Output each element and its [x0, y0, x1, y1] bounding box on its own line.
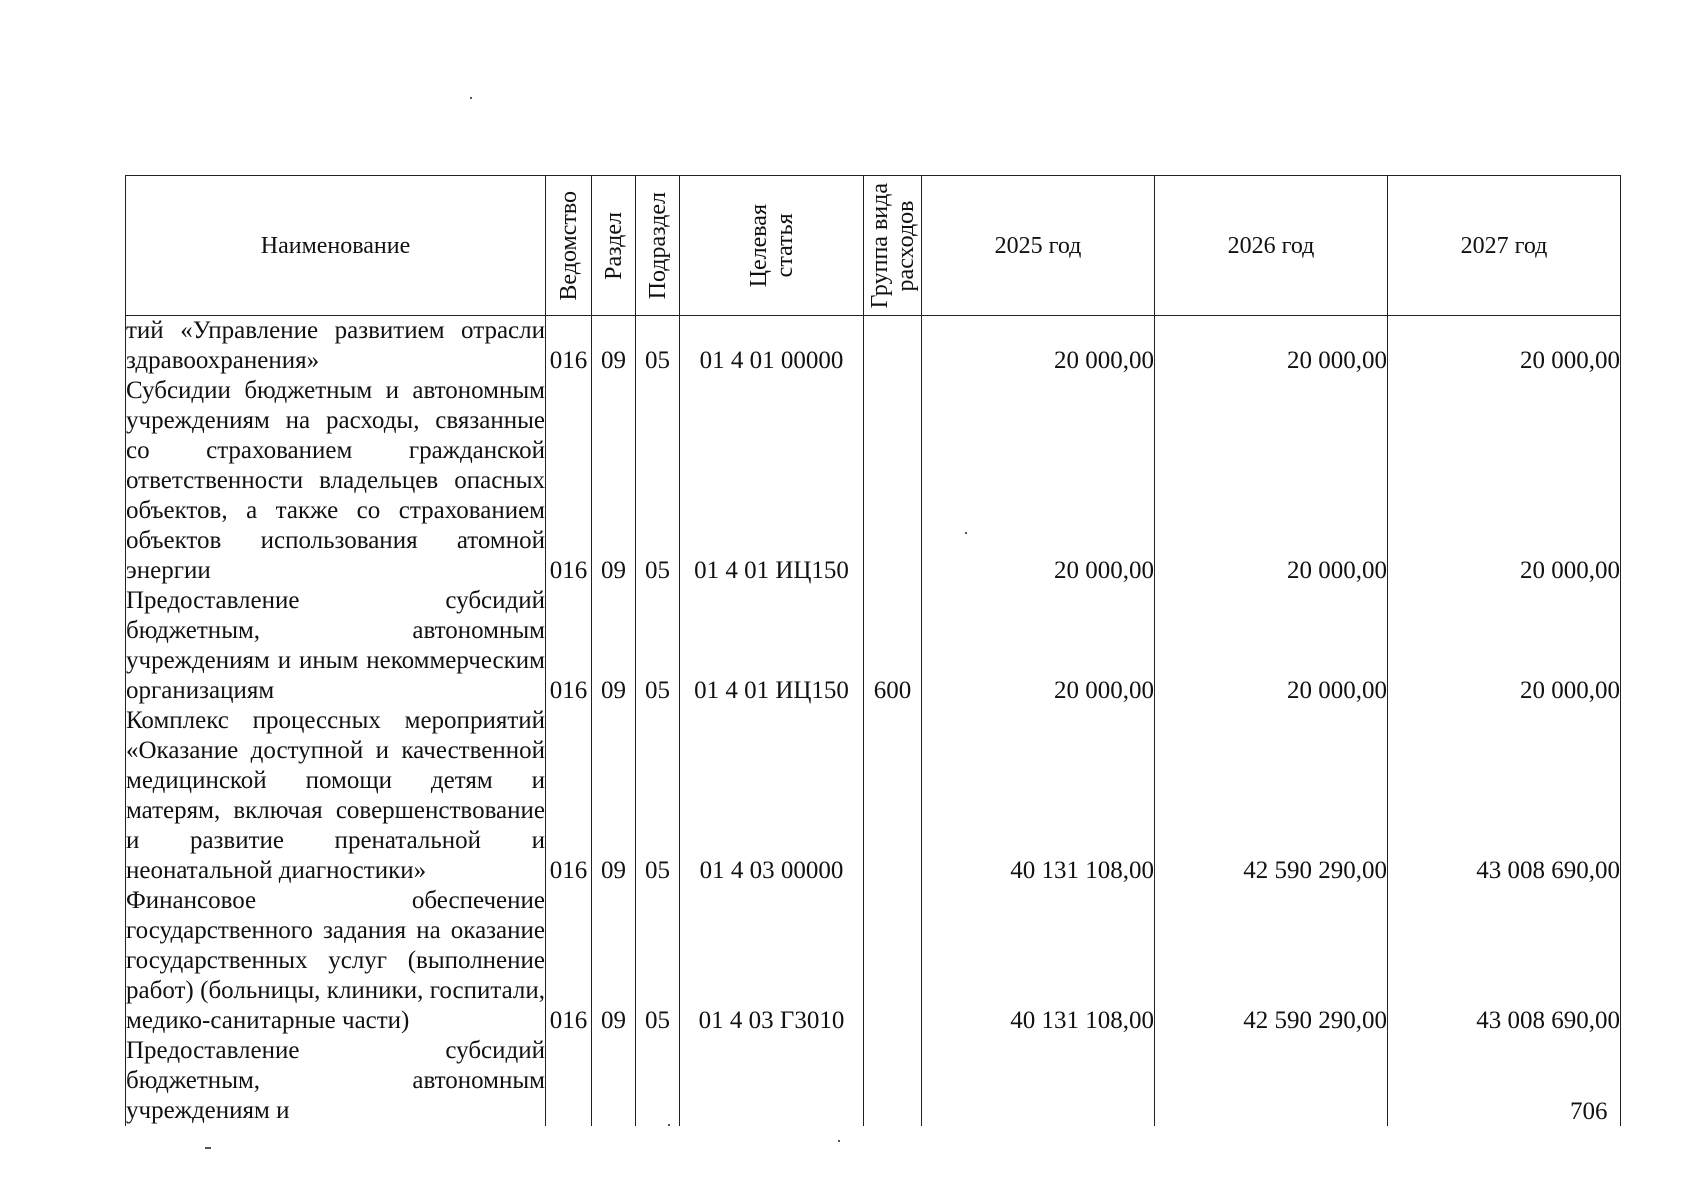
page-number: 706	[1570, 1098, 1608, 1125]
header-row	[126, 176, 1621, 316]
empty-cell	[864, 1036, 922, 1126]
row-vedomstvo: 016	[546, 706, 592, 886]
row-razdel: 09	[592, 316, 636, 377]
row-podrazdel: 05	[636, 316, 680, 377]
row-vedomstvo: 016	[546, 586, 592, 706]
row-value-2025: 40 131 108,00	[922, 706, 1155, 886]
row-name: Предоставление субсидий бюджетным, автономным учреждениям и иным некоммерческим организациям	[126, 587, 545, 704]
empty-cell	[680, 1036, 864, 1126]
row-value-2026: 20 000,00	[1155, 586, 1388, 706]
scan-speck	[965, 532, 967, 534]
header-2026: 2026 год	[1155, 176, 1388, 316]
table-row	[126, 586, 1621, 706]
row-value-2025: 40 131 108,00	[922, 886, 1155, 1036]
header-gruppa: Группа вида расходов	[864, 176, 922, 316]
row-value-2027: 43 008 690,00	[1388, 886, 1621, 1036]
row-razdel: 09	[592, 706, 636, 886]
row-value-2027: 20 000,00	[1388, 316, 1621, 377]
table-row	[126, 886, 1621, 1036]
scan-speck	[668, 1124, 670, 1126]
row-razdel: 09	[592, 376, 636, 586]
row-name: Финансовое обеспечение государственного задания на оказание государственных услуг (выполнение работ) (больницы, клиники, госпитали, медико-санитарные части)	[126, 887, 545, 1034]
row-value-2026: 20 000,00	[1155, 376, 1388, 586]
row-podrazdel: 05	[636, 376, 680, 586]
row-gruppa	[864, 706, 922, 886]
row-vedomstvo: 016	[546, 376, 592, 586]
empty-cell	[922, 1036, 1155, 1126]
row-razdel: 09	[592, 886, 636, 1036]
header-podrazdel: Подраздел	[636, 176, 680, 316]
table-row	[126, 316, 1621, 377]
row-gruppa: 600	[864, 586, 922, 706]
row-vedomstvo: 016	[546, 886, 592, 1036]
row-tselevaya: 01 4 03 00000	[680, 706, 864, 886]
empty-cell	[592, 1036, 636, 1126]
row-name-continued: Предоставление субсидий бюджетным, автономным учреждениям и	[126, 1037, 545, 1124]
header-tselevaya: Целевая статья	[680, 176, 864, 316]
row-tselevaya: 01 4 01 ИЦ150	[680, 586, 864, 706]
row-name: Субсидии бюджетным и автономным учреждениям на расходы, связанные со страхованием гражданской ответственности владельцев опасных объектов, а также со страхованием объектов использования атомной энергии	[126, 377, 545, 584]
row-value-2026: 42 590 290,00	[1155, 886, 1388, 1036]
header-2025: 2025 год	[922, 176, 1155, 316]
row-podrazdel: 05	[636, 706, 680, 886]
header-razdel: Раздел	[592, 176, 636, 316]
row-tselevaya: 01 4 01 ИЦ150	[680, 376, 864, 586]
row-podrazdel: 05	[636, 886, 680, 1036]
row-name: Комплекс процессных мероприятий «Оказание доступной и качественной медицинской помощи детям и матерям, включая совершенствование и развитие пренатальной и неонатальной диагностики»	[126, 707, 545, 884]
row-gruppa	[864, 316, 922, 377]
header-name: Наименование	[126, 176, 546, 316]
budget-table	[125, 175, 1621, 1126]
header-vedomstvo: Ведомство	[546, 176, 592, 316]
row-gruppa	[864, 886, 922, 1036]
row-value-2025: 20 000,00	[922, 586, 1155, 706]
row-vedomstvo: 016	[546, 316, 592, 377]
row-value-2026: 42 590 290,00	[1155, 706, 1388, 886]
table-row	[126, 376, 1621, 586]
empty-cell	[546, 1036, 592, 1126]
header-2027: 2027 год	[1388, 176, 1621, 316]
row-value-2027: 43 008 690,00	[1388, 706, 1621, 886]
row-gruppa	[864, 376, 922, 586]
row-razdel: 09	[592, 586, 636, 706]
empty-cell	[1155, 1036, 1388, 1126]
row-value-2025: 20 000,00	[922, 316, 1155, 377]
row-tselevaya: 01 4 01 00000	[680, 316, 864, 377]
row-name: тий «Управление развитием отрасли здравоохранения»	[126, 317, 545, 374]
table-row-continued	[126, 1036, 1621, 1126]
row-value-2027: 20 000,00	[1388, 376, 1621, 586]
scan-speck	[838, 1140, 840, 1142]
row-tselevaya: 01 4 03 Г3010	[680, 886, 864, 1036]
table-row	[126, 706, 1621, 886]
row-value-2025: 20 000,00	[922, 376, 1155, 586]
row-podrazdel: 05	[636, 586, 680, 706]
row-value-2026: 20 000,00	[1155, 316, 1388, 377]
scan-speck	[205, 1147, 211, 1149]
empty-cell	[636, 1036, 680, 1126]
row-value-2027: 20 000,00	[1388, 586, 1621, 706]
scan-speck	[470, 97, 472, 99]
